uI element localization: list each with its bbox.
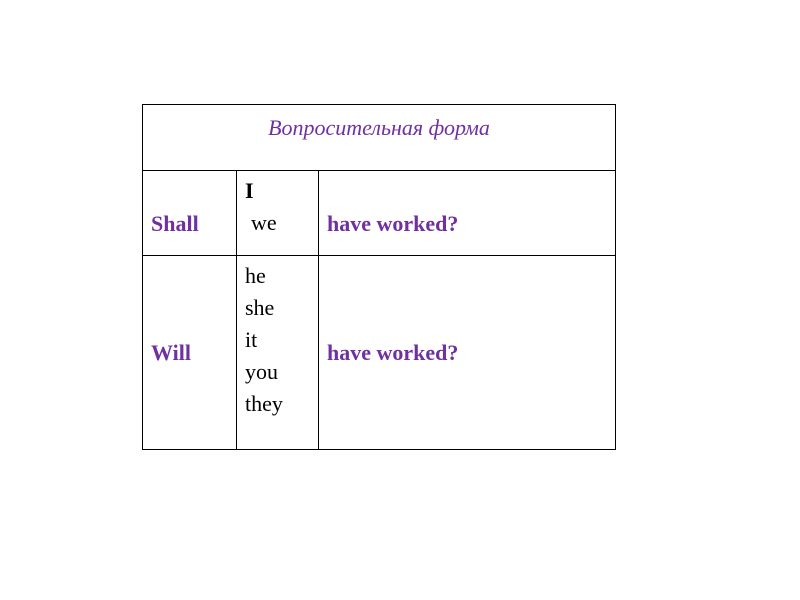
pronoun-item: it [245, 327, 258, 352]
question-form-table [142, 104, 616, 450]
pronoun-item: you [245, 359, 278, 384]
verb-phrase: have worked? [319, 171, 616, 256]
table-row [143, 171, 616, 256]
pronoun-list [237, 171, 319, 256]
auxiliary-will: Will [143, 256, 237, 450]
verb-phrase: have worked? [319, 256, 616, 450]
pronoun-item: we [251, 210, 277, 235]
pronoun-list [237, 256, 319, 450]
pronoun-item: I [245, 178, 254, 203]
table-header-row [143, 105, 616, 171]
auxiliary-shall: Shall [143, 171, 237, 256]
table-row [143, 256, 616, 450]
table-header-title: Вопросительная форма [143, 105, 616, 171]
pronoun-item: he [245, 263, 266, 288]
pronoun-item: she [245, 295, 275, 320]
pronoun-item: they [245, 391, 283, 416]
